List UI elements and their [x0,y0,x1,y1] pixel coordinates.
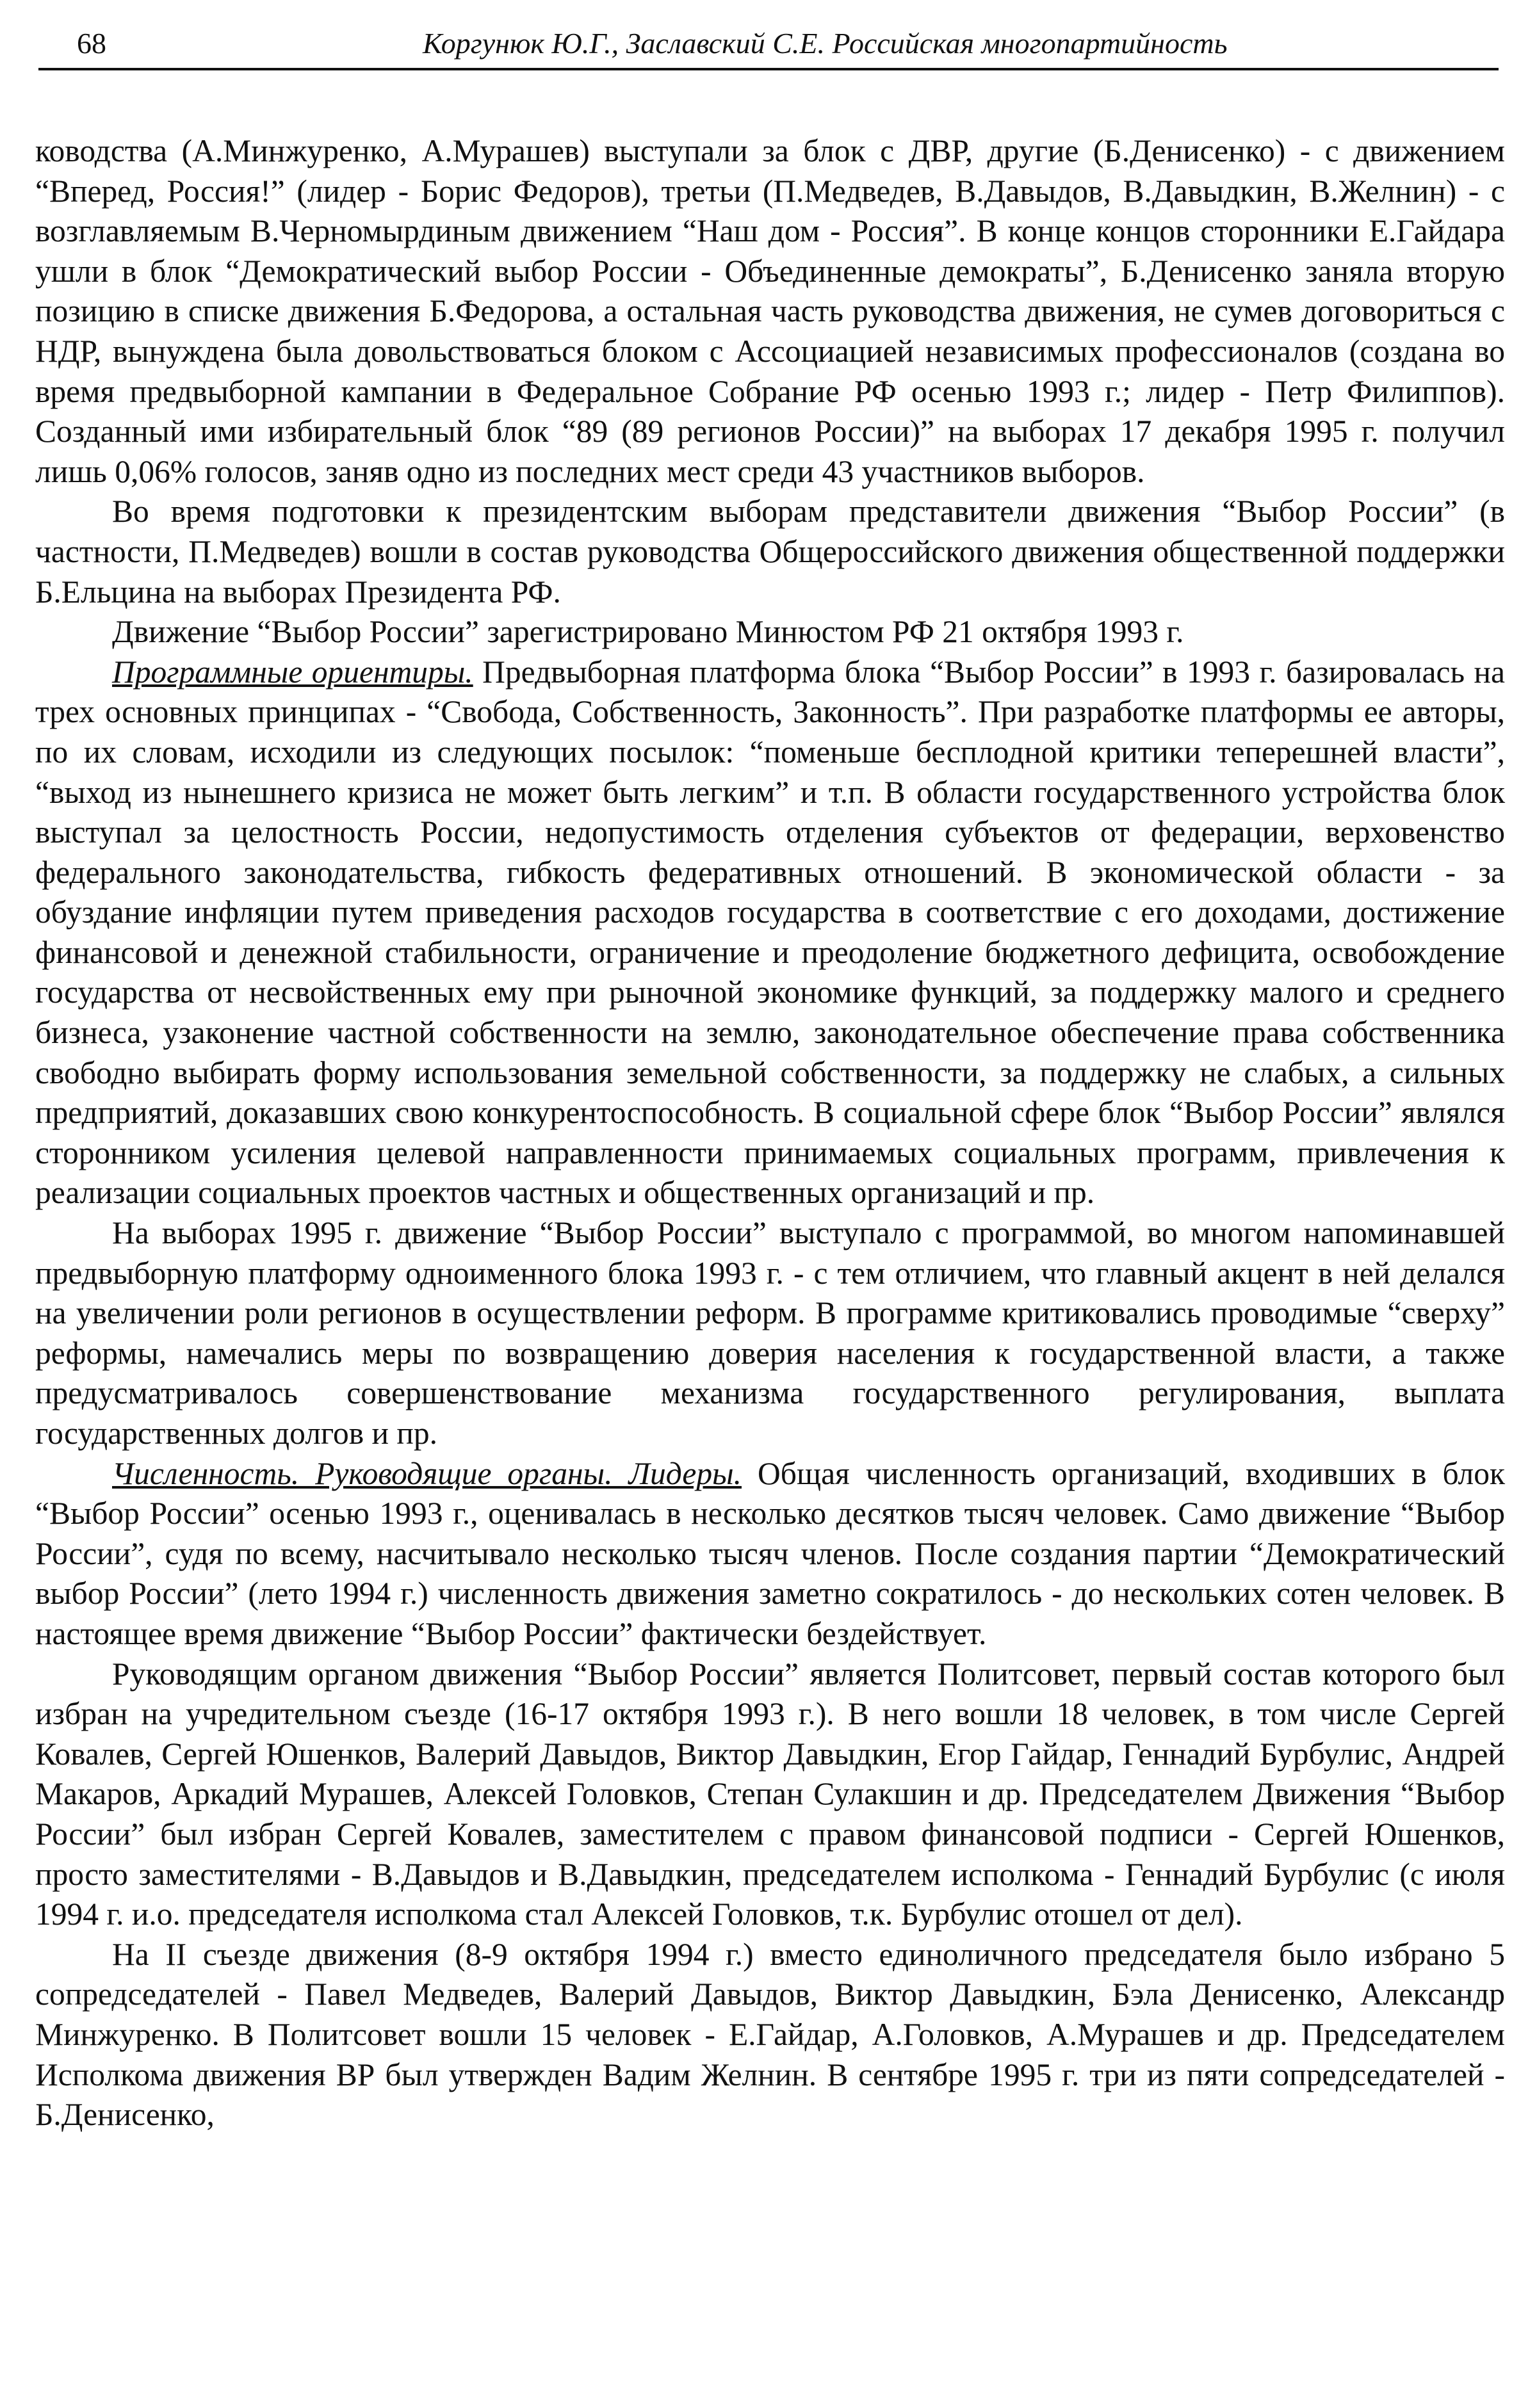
paragraph-4-text: Предвыборная платформа блока “Выбор России” в 1993 г. базировалась на трех основных принципах - “Свобода, Собственность, Законность”. При разработке платформы ее авторы, по их словам, исходили из следующих посылок: “поменьше бесплодной критики теперешней власти”, “выход из нынешнего кризиса не может быть легким” и т.п. В области государственного устройства блок выступал за целостность России, недопустимость отделения субъектов от федерации, верховенство федерального законодательства, гибкость федеративных отношений. В экономической области - за обуздание инфляции путем приведения расходов государства в соответствие с его доходами, достижение финансовой и денежной стабильности, ограничение и преодоление бюджетного дефицита, освобождение государства от несвойственных ему при рыночной экономике функций, за поддержку малого и среднего бизнеса, узаконение частной собственности на землю, законодательное обеспечение права собственника свободно выбирать форму использования земельной собственности, за поддержку не слабых, а сильных предприятий, доказавших свою конкурентоспособность. В социальной сфере блок “Выбор России” являлся сторонником усиления целевой направленности принимаемых социальных программ, привлечения к реализации социальных проектов частных и общественных организаций и пр. [35,654,1505,1211]
paragraph-8: На II съезде движения (8-9 октября 1994 г.) вместо единоличного председателя было избрано 5 сопредседателей - Павел Медведев, Валерий Давыдов, Виктор Давыдкин, Бэла Денисенко, Александр Минжуренко. В Политсовет вошли 15 человек - Е.Гайдар, А.Головков, А.Мурашев и др. Председателем Исполкома движения ВР был утвержден Вадим Желнин. В сентябре 1995 г. три из пяти сопредседателей - Б.Денисенко, [35,1936,1505,2133]
body-text [35,131,1505,2135]
paragraph-6 [35,1454,1505,1654]
running-title: Коргунюк Ю.Г., Заславский С.Е. Российская многопартийность [423,27,1228,60]
paragraph-7: Руководящим органом движения “Выбор России” является Политсовет, первый состав которого был избран на учредительном съезде (16-17 октября 1993 г.). В него вошли 18 человек, в том числе Сергей Ковалев, Сергей Юшенков, Валерий Давыдов, Виктор Давыдкин, Егор Гайдар, Геннадий Бурбулис, Андрей Макаров, Аркадий Мурашев, Алексей Головков, Степан Сулакшин и др. Председателем Движения “Выбор России” был избран Сергей Ковалев, заместителем с правом финансовой подписи - Сергей Юшенков, просто заместителями - В.Давыдов и В.Давыдкин, председателем исполкома - Геннадий Бурбулис (с июля 1994 г. и.о. председателя исполкома стал Алексей Головков, т.к. Бурбулис отошел от дел). [35,1656,1505,1932]
section-heading-membership: Численность. Руководящие органы. Лидеры. [112,1455,742,1491]
paragraph-6-text: Общая численность организаций, входивших в блок “Выбор России” осенью 1993 г., оценивалась в несколько десятков тысяч человек. Само движение “Выбор России”, судя по всему, насчитывало несколько тысяч членов. После создания партии “Демократический выбор России” (лето 1994 г.) численность движения заметно сократилось - до нескольких сотен человек. В настоящее время движение “Выбор России” фактически бездействует. [35,1455,1505,1651]
paragraph-1: ководства (А.Минжуренко, А.Мурашев) выступали за блок с ДВР, другие (Б.Денисенко) - с движением “Вперед, Россия!” (лидер - Борис Федоров), третьи (П.Медведев, В.Давыдов, В.Давыдкин, В.Желнин) - с возглавляемым В.Черномырдиным движением “Наш дом - Россия”. В конце концов сторонники Е.Гайдара ушли в блок “Демократический выбор России - Объединенные демократы”, Б.Денисенко заняла вторую позицию в списке движения Б.Федорова, а остальная часть руководства движения, не сумев договориться с НДР, вынуждена была довольствоваться блоком с Ассоциацией независимых профессионалов (создана во время предвыборной кампании в Федеральное Собрание РФ осенью 1993 г.; лидер - Петр Филиппов). Созданный ими избирательный блок “89 (89 регионов России)” на выборах 17 декабря 1995 г. получил лишь 0,06% голосов, заняв одно из последних мест среди 43 участников выборов. [35,133,1505,489]
paragraph-3: Движение “Выбор России” зарегистрировано Минюстом РФ 21 октября 1993 г. [112,614,1184,650]
section-heading-program: Программные ориентиры. [112,654,473,690]
page-header [38,26,1499,70]
paragraph-5: На выборах 1995 г. движение “Выбор России” выступало с программой, во многом напоминавшей предвыборную платформу одноименного блока 1993 г. - с тем отличием, что главный акцент в ней делался на увеличении роли регионов в осуществлении реформ. В программе критиковались проводимые “сверху” реформы, намечались меры по возвращению доверия населения к государственной власти, а также предусматривалось совершенствование механизма государственного регулирования, выплата государственных долгов и пр. [35,1215,1505,1451]
paragraph-4 [35,652,1505,1213]
page-number: 68 [77,27,106,60]
paragraph-2: Во время подготовки к президентским выборам представители движения “Выбор России” (в частности, П.Медведев) вошли в состав руководства Общероссийского движения общественной поддержки Б.Ельцина на выборах Президента РФ. [35,494,1505,610]
